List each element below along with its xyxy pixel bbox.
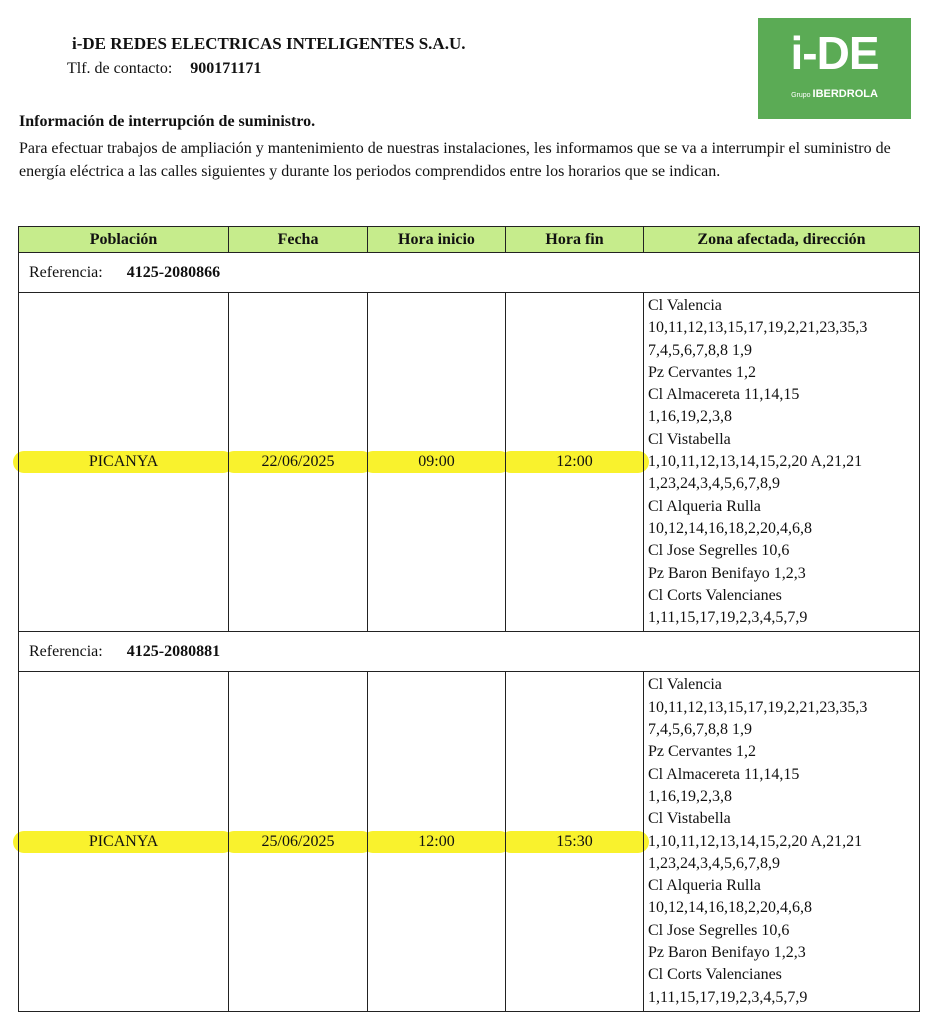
contact-phone: 900171171 (190, 60, 262, 77)
outage-table (18, 226, 920, 1012)
column-header-zona: Zona afectada, dirección (644, 227, 920, 253)
fecha-value: 22/06/2025 (223, 451, 373, 473)
zona-line: Cl Alqueria Rulla (648, 877, 761, 895)
reference-number: 4125-2080866 (126, 263, 221, 281)
notice-title: Información de interrupción de suministro. (19, 113, 316, 130)
column-header-hora-fin: Hora fin (506, 227, 644, 253)
zona-line: Cl Jose Segrelles 10,6 (648, 542, 790, 560)
zona-line: Cl Jose Segrelles 10,6 (648, 921, 790, 939)
hora-fin-cell (506, 672, 644, 1011)
column-header-hora-inicio: Hora inicio (368, 227, 506, 253)
reference-cell (19, 632, 920, 672)
fecha-cell (229, 293, 368, 632)
zona-line: Cl Alqueria Rulla (648, 497, 761, 515)
fecha-cell (229, 672, 368, 1011)
zona-line: Cl Valencia (648, 297, 722, 314)
hora-fin-cell (506, 293, 644, 632)
zona-line: 7,4,5,6,7,8,8 1,9 (648, 341, 752, 359)
zona-line: Cl Vistabella (648, 810, 731, 828)
contact-line (67, 60, 261, 78)
zona-line: 1,10,11,12,13,14,15,2,20 A,21,21 (648, 453, 863, 471)
logo-group-prefix: Grupo (791, 92, 811, 99)
zona-line: 10,11,12,13,15,17,19,2,21,23,35,3 (648, 698, 868, 716)
zona-line: 1,16,19,2,3,8 (648, 408, 732, 426)
logo-brand: i-DE (790, 27, 879, 79)
table-header-row (19, 227, 920, 253)
table-row (19, 293, 920, 632)
column-header-fecha: Fecha (229, 227, 368, 253)
zona-line: Pz Cervantes 1,2 (648, 743, 756, 761)
logo-group-name: IBERDROLA (812, 88, 878, 100)
zona-line: 10,11,12,13,15,17,19,2,21,23,35,3 (648, 319, 868, 337)
reference-number: 4125-2080881 (126, 642, 221, 660)
reference-label: Referencia: (29, 642, 103, 660)
poblacion-value: PICANYA (13, 451, 234, 473)
hora-fin-value: 15:30 (500, 831, 649, 853)
ide-iberdrola-logo (758, 18, 911, 119)
zona-cell (644, 672, 920, 1011)
hora-inicio-value: 12:00 (362, 831, 511, 853)
company-name: i-DE REDES ELECTRICAS INTELIGENTES S.A.U. (72, 34, 466, 53)
zona-line: 10,12,14,16,18,2,20,4,6,8 (648, 519, 812, 537)
zona-line: Cl Almacereta 11,14,15 (648, 765, 800, 783)
zona-line: 1,11,15,17,19,2,3,4,5,7,9 (648, 609, 808, 627)
poblacion-cell (19, 293, 229, 632)
poblacion-cell (19, 672, 229, 1011)
logo-group (758, 88, 911, 100)
zona-cell (644, 293, 920, 632)
poblacion-value: PICANYA (13, 831, 234, 853)
zona-line: Cl Valencia (648, 676, 722, 694)
table-row (19, 672, 920, 1011)
fecha-value: 25/06/2025 (223, 831, 373, 853)
zona-line: 7,4,5,6,7,8,8 1,9 (648, 721, 752, 739)
zona-line: Cl Almacereta 11,14,15 (648, 386, 800, 404)
zona-line: Pz Baron Benifayo 1,2,3 (648, 944, 806, 962)
column-header-poblacion: Población (19, 227, 229, 253)
contact-label: Tlf. de contacto: (67, 60, 173, 77)
zona-line: Cl Corts Valencianes (648, 586, 782, 604)
hora-inicio-cell (368, 672, 506, 1011)
reference-label: Referencia: (29, 263, 103, 281)
notice-body: Para efectuar trabajos de ampliación y mantenimiento de nuestras instalaciones, les informamos que se va a interrumpir el suministro de energía eléctrica a las calles siguientes y durante los periodos comprendidos entre los horarios que se indican. (19, 140, 891, 180)
reference-row (19, 632, 920, 672)
reference-row (19, 253, 920, 293)
hora-inicio-cell (368, 293, 506, 632)
zona-line: 1,10,11,12,13,14,15,2,20 A,21,21 (648, 832, 863, 850)
zona-line: Cl Corts Valencianes (648, 966, 782, 984)
zona-line: Pz Baron Benifayo 1,2,3 (648, 564, 806, 582)
zona-line: 1,23,24,3,4,5,6,7,8,9 (648, 854, 780, 872)
zona-line: Cl Vistabella (648, 430, 731, 448)
zona-line: 1,23,24,3,4,5,6,7,8,9 (648, 475, 780, 493)
zona-line: 10,12,14,16,18,2,20,4,6,8 (648, 899, 812, 917)
reference-cell (19, 253, 920, 293)
zona-line: 1,16,19,2,3,8 (648, 787, 732, 805)
hora-fin-value: 12:00 (500, 451, 649, 473)
zona-line: 1,11,15,17,19,2,3,4,5,7,9 (648, 988, 808, 1006)
hora-inicio-value: 09:00 (362, 451, 511, 473)
zona-line: Pz Cervantes 1,2 (648, 363, 756, 381)
